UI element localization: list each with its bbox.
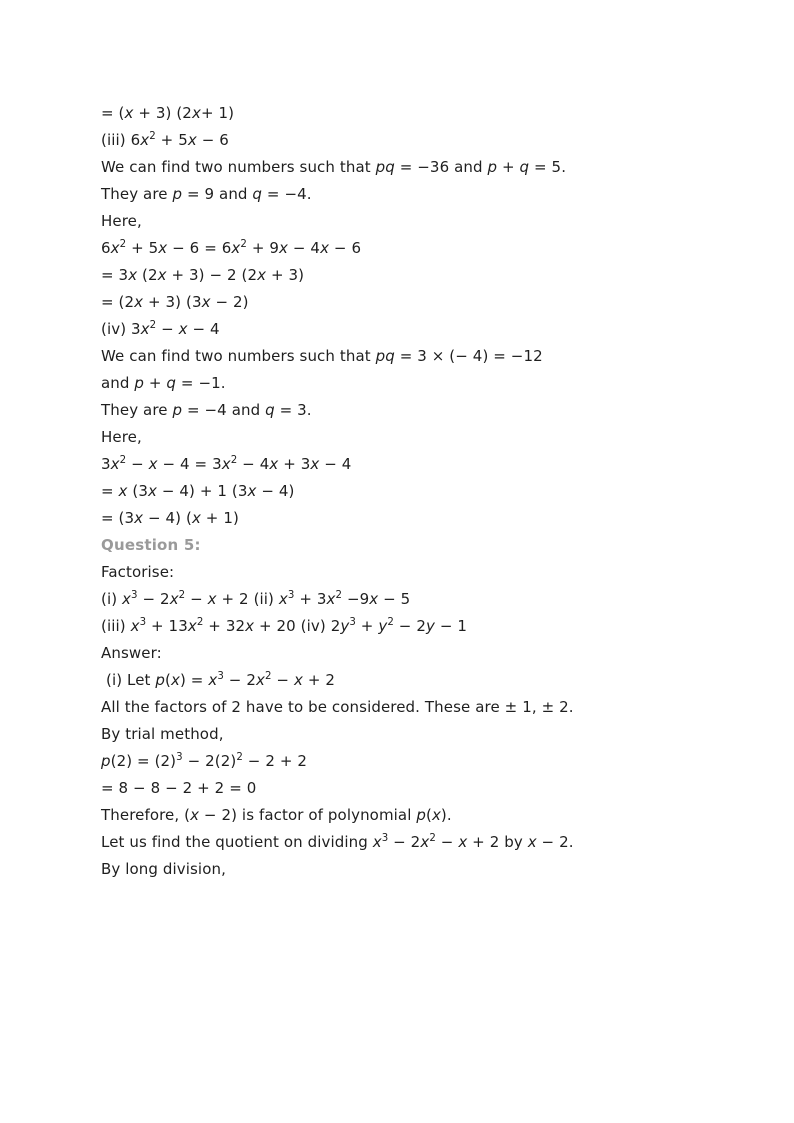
text-line: and p + q = −1. bbox=[101, 374, 226, 392]
text-line: Therefore, (x − 2) is factor of polynomial p(x). bbox=[101, 806, 452, 824]
text-line: Here, bbox=[101, 428, 142, 446]
text-line: = 3x (2x + 3) − 2 (2x + 3) bbox=[101, 266, 305, 284]
text-line: $3x^2 - x - 4 = 3x^2 - 4x + 3x - 4$ bbox=[101, 455, 352, 473]
text-line: = (x + 3) (2x+ 1) bbox=[101, 104, 235, 122]
text-line: (iii) $6x^2 + 5x - 6$ bbox=[101, 131, 229, 149]
text-line: $6x^2 + 5x - 6 = 6x^2 + 9x - 4x - 6$ bbox=[101, 239, 362, 257]
text-line: They are p = −4 and q = 3. bbox=[101, 401, 312, 419]
text-line: = (2x + 3) (3x − 2) bbox=[101, 293, 249, 311]
text-line: All the factors of 2 have to be considered. These are ± 1, ± 2. bbox=[101, 698, 574, 716]
text-line: By trial method, bbox=[101, 725, 224, 743]
text-line: (iv) $3x^2 - x - 4$ bbox=[101, 320, 220, 338]
text-line: (i) Let $p(x) = x^3 - 2x^2 - x + 2$ bbox=[106, 671, 336, 689]
text-line: Here, bbox=[101, 212, 142, 230]
text-line: (iii) $x^3 + 13x^2 + 32x + 20$ (iv) $2y^3 + y^2 - 2y - 1$ bbox=[101, 617, 468, 635]
text-line: $p(2) = (2)^3 - 2(2)^2 - 2 + 2$ bbox=[101, 752, 308, 770]
document-body bbox=[101, 100, 701, 883]
text-line: Let us find the quotient on dividing $x^3 - 2x^2 - x + 2$ by x − 2. bbox=[101, 833, 574, 851]
text-line: = 8 − 8 − 2 + 2 = 0 bbox=[101, 779, 257, 797]
text-line: (i) $x^3 - 2x^2 - x + 2$ (ii) $x^3 + 3x^2 -9x - 5$ bbox=[101, 590, 411, 608]
text-line: = x (3x − 4) + 1 (3x − 4) bbox=[101, 482, 295, 500]
text-line: We can find two numbers such that pq = −36 and p + q = 5. bbox=[101, 158, 567, 176]
text-line: Factorise: bbox=[101, 563, 175, 581]
text-line: We can find two numbers such that pq = 3 × (− 4) = −12 bbox=[101, 347, 543, 365]
text-line: By long division, bbox=[101, 860, 226, 878]
text-line: = (3x − 4) (x + 1) bbox=[101, 509, 239, 527]
text-line: They are p = 9 and q = −4. bbox=[101, 185, 312, 203]
question-heading: Question 5: bbox=[101, 536, 201, 554]
text-line: Answer: bbox=[101, 644, 162, 662]
